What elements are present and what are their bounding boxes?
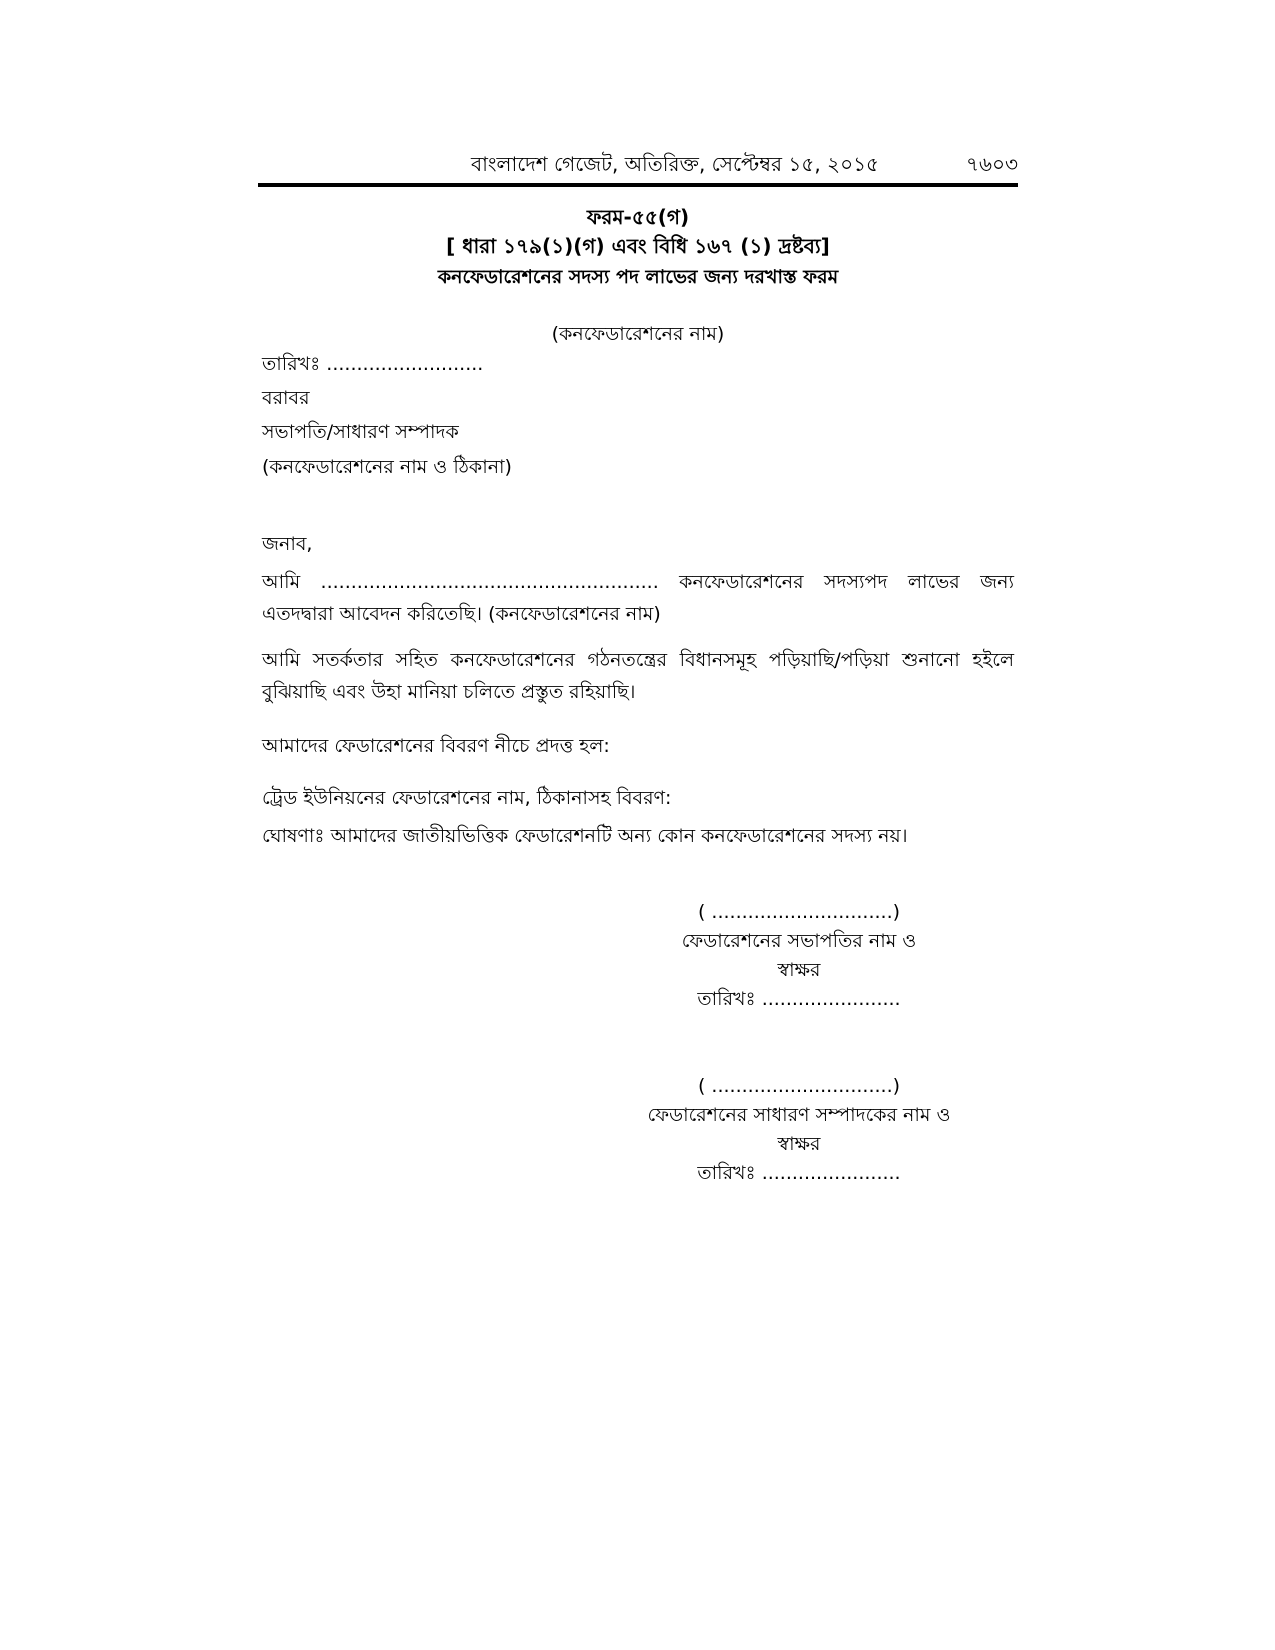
application-paragraph: আমি ........................................................ কনফেডারেশনের সদস্যপদ লাভের জন্য এতদদ্বারা আবেদন করিতেছি। (কনফেডারেশনের নাম) bbox=[262, 571, 1014, 625]
signature-date: তারিখঃ ....................... bbox=[697, 988, 901, 1010]
declaration-line: ঘোষণাঃ আমাদের জাতীয়ভিত্তিক ফেডারেশনটি অন্য কোন কনফেডারেশনের সদস্য নয়। bbox=[262, 825, 908, 847]
federation-details-line: আমাদের ফেডারেশনের বিবরণ নীচে প্রদত্ত হল: bbox=[262, 735, 610, 757]
signature-date: তারিখঃ ....................... bbox=[697, 1162, 901, 1184]
date-line: তারিখঃ .......................... bbox=[262, 353, 484, 375]
signature-blank: ( ..............................) bbox=[697, 1075, 901, 1097]
form-subject: কনফেডারেশনের সদস্য পদ লাভের জন্য দরখাস্ত ফরম bbox=[437, 266, 839, 288]
signature-blank: ( ..............................) bbox=[697, 901, 901, 923]
secretary-signature-block bbox=[619, 1072, 979, 1188]
signatory-name-label: ফেডারেশনের সভাপতির নাম ও bbox=[681, 930, 917, 952]
signatory-name-label: ফেডারেশনের সাধারণ সম্পাদকের নাম ও bbox=[647, 1104, 951, 1126]
gazette-title: বাংলাদেশ গেজেট, অতিরিক্ত, সেপ্টেম্বর ১৫, ২০১৫ bbox=[471, 152, 880, 176]
page-header bbox=[258, 138, 1018, 178]
signature-label: স্বাক্ষর bbox=[777, 1133, 821, 1155]
president-signature-block bbox=[619, 898, 979, 1014]
addressee-line: সভাপতি/সাধারণ সম্পাদক bbox=[262, 421, 459, 443]
form-title: ফরম-৫৫(গ) bbox=[586, 205, 690, 229]
confederation-name-placeholder: (কনফেডারেশনের নাম) bbox=[551, 323, 725, 345]
page-number: ৭৬০৩ bbox=[965, 152, 1018, 176]
trade-union-line: ট্রেড ইউনিয়নের ফেডারেশনের নাম, ঠিকানাসহ বিবরণ: bbox=[262, 787, 672, 809]
signature-label: স্বাক্ষর bbox=[777, 959, 821, 981]
salutation: জনাব, bbox=[262, 533, 313, 555]
to-line: বরাবর bbox=[262, 387, 310, 409]
addressee-address-line: (কনফেডারেশনের নাম ও ঠিকানা) bbox=[262, 456, 512, 478]
header-rule bbox=[258, 183, 1018, 187]
constitution-paragraph: আমি সতর্কতার সহিত কনফেডারেশনের গঠনতন্ত্রের বিধানসমূহ পড়িয়াছি/পড়িয়া শুনানো হইলে বুঝিয়াছি এবং উহা মানিয়া চলিতে প্রস্তুত রহিয়াছি। bbox=[262, 649, 1014, 703]
form-reference: [ ধারা ১৭৯(১)(গ) এবং বিধি ১৬৭ (১) দ্রষ্টব্য] bbox=[446, 234, 830, 258]
